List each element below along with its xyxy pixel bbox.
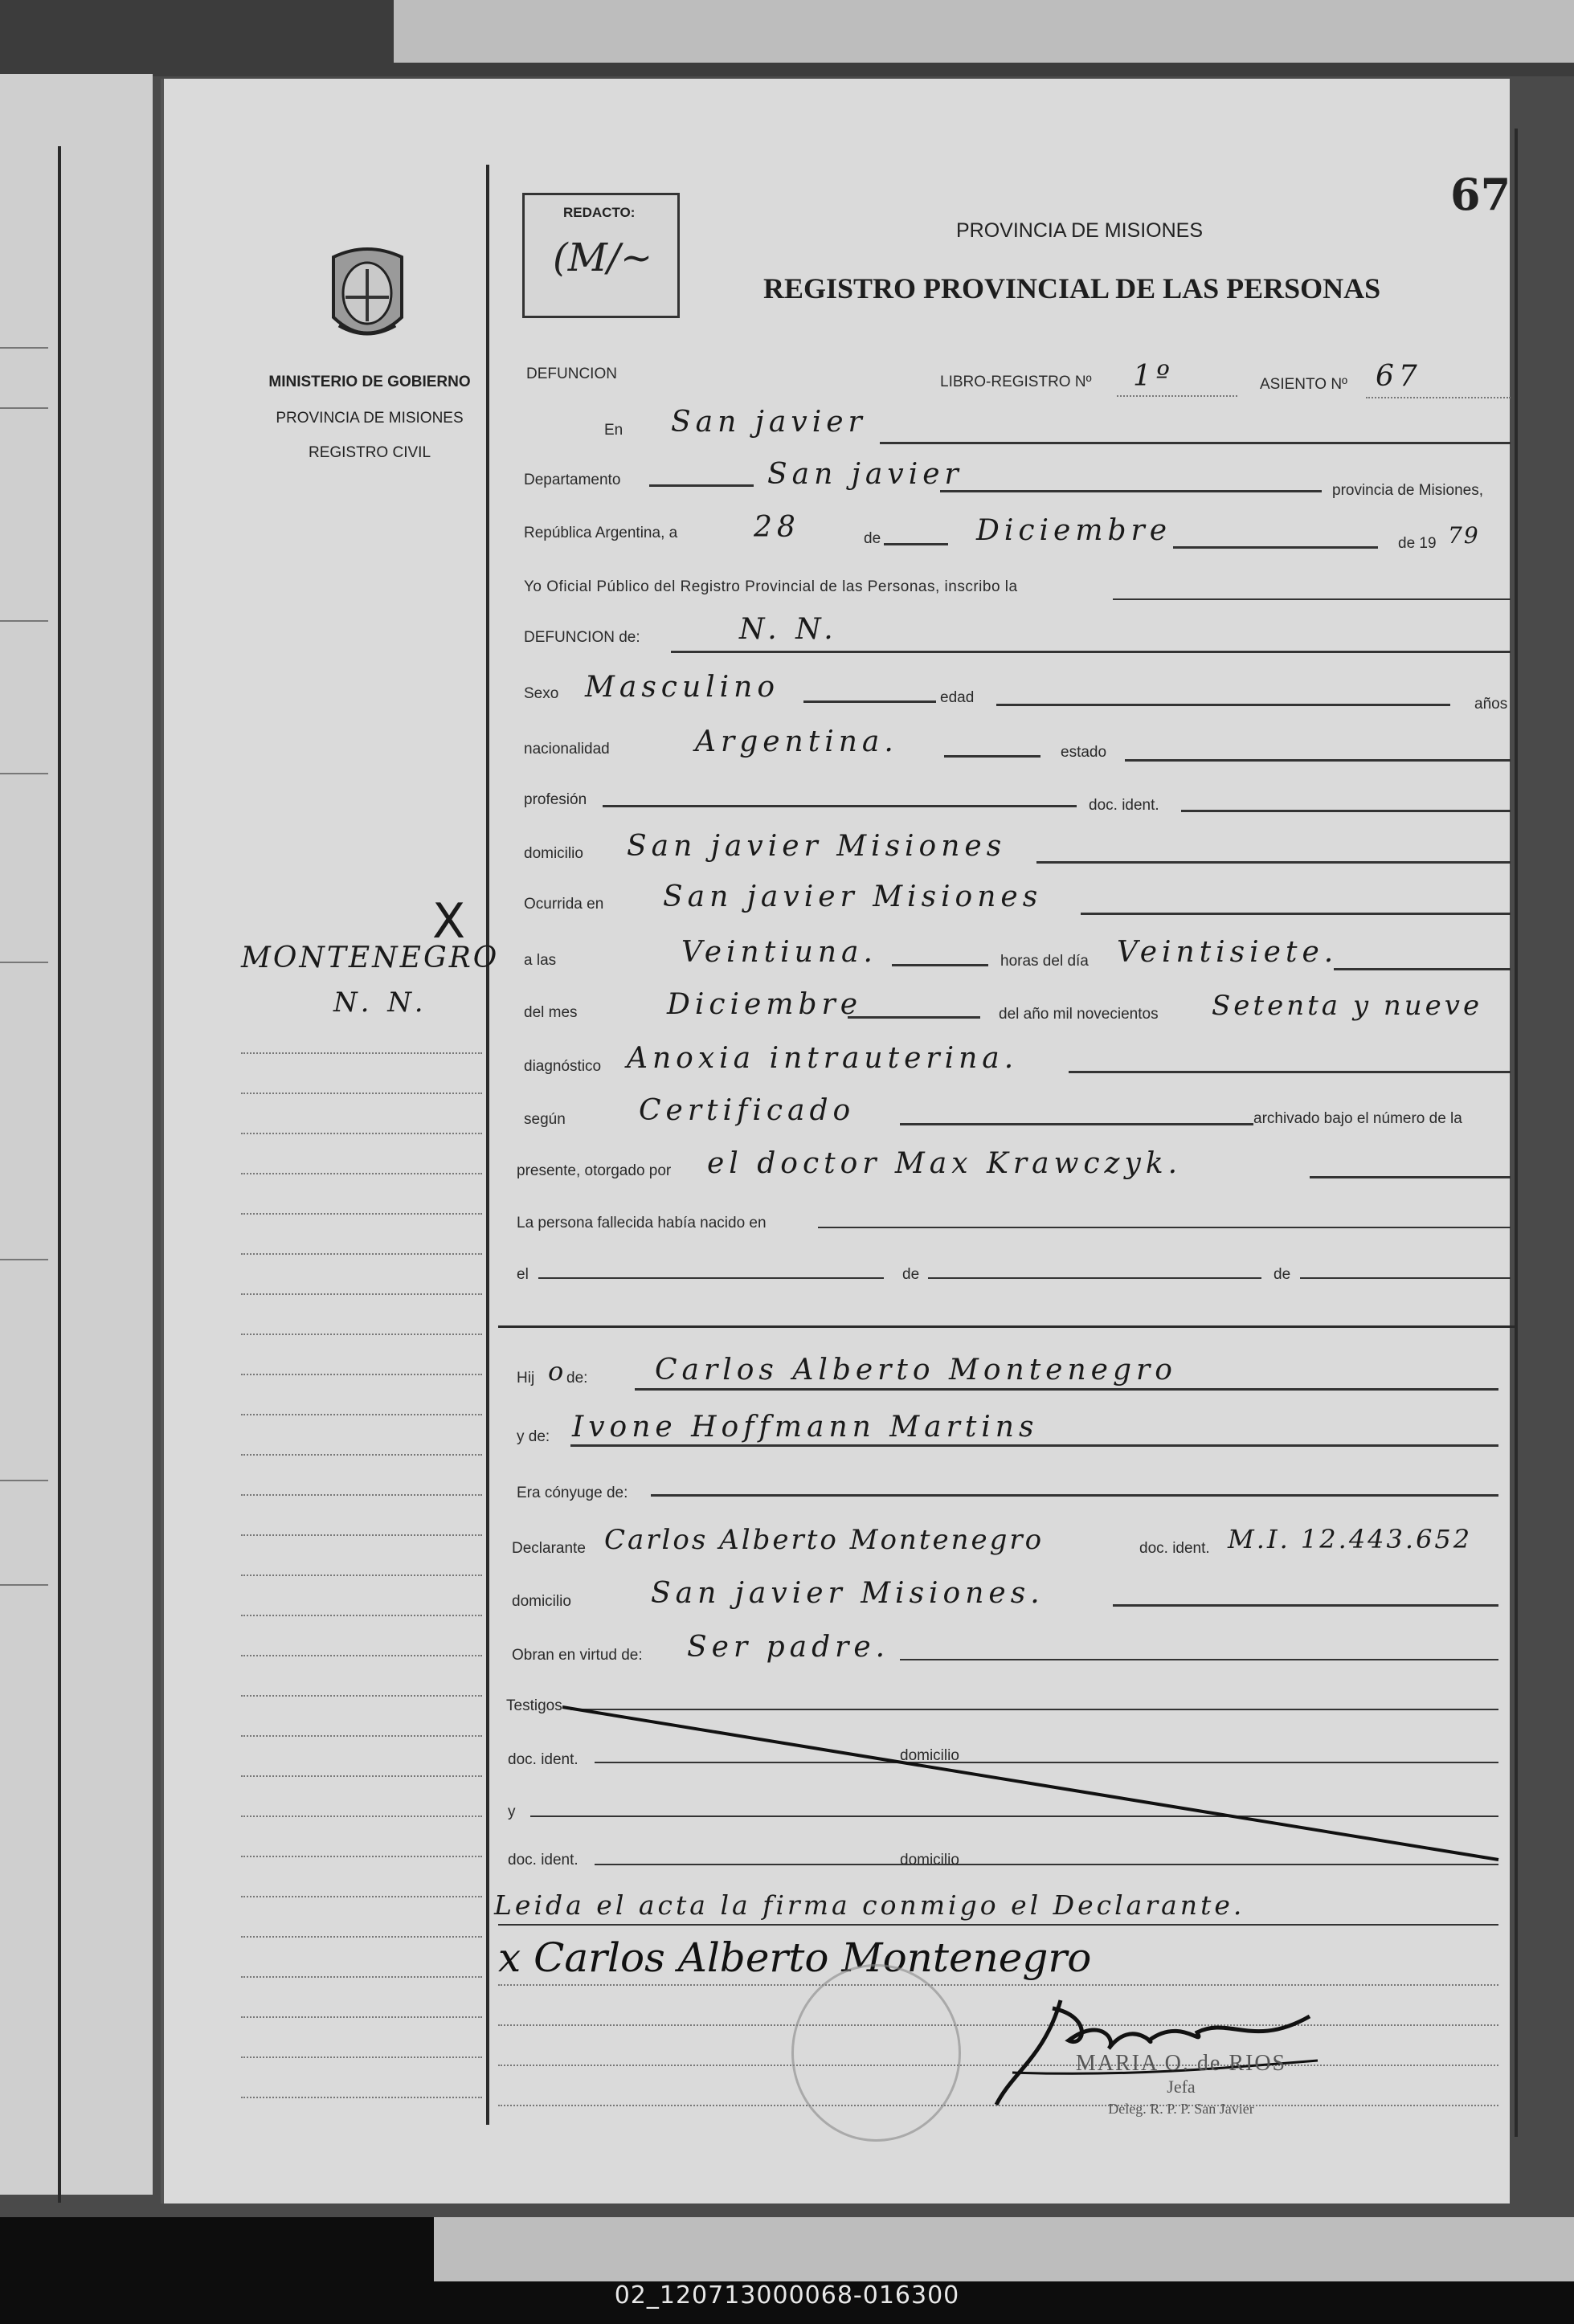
madre-value: Ivone Hoffmann Martins <box>572 1411 1039 1444</box>
ministry-line-2: PROVINCIA DE MISIONES <box>276 410 464 427</box>
page-number: 67 <box>1450 169 1511 220</box>
segun-value: Certificado <box>639 1094 856 1127</box>
y-de-label: y de: <box>517 1428 550 1445</box>
edad-label: edad <box>940 689 975 706</box>
presente-label: presente, otorgado por <box>517 1162 672 1179</box>
leida-statement: Leida el acta la firma conmigo el Declarante. <box>494 1889 1245 1921</box>
el-label: el <box>517 1266 529 1283</box>
anio-value: 79 <box>1448 522 1480 549</box>
diagnostico-label: diagnóstico <box>524 1058 602 1075</box>
en-value: San javier <box>671 406 867 439</box>
header-registry-title: REGISTRO PROVINCIAL DE LAS PERSONAS <box>763 272 1381 304</box>
asiento-value: 67 <box>1376 360 1422 393</box>
sexo-value: Masculino <box>585 671 780 704</box>
del-mes-value: Diciembre <box>667 988 863 1021</box>
header-province: PROVINCIA DE MISIONES <box>956 219 1204 242</box>
official-name: MARIA O. de RIOS <box>1075 2051 1287 2076</box>
official-role: Jefa <box>1167 2077 1196 2097</box>
decl-dom-label: domicilio <box>512 1593 571 1610</box>
leida-line <box>498 1924 1498 1926</box>
de-label: de <box>864 530 881 547</box>
defuncion-title: DEFUNCION <box>526 366 617 382</box>
archivado-label: archivado bajo el número de la <box>1253 1110 1462 1127</box>
asiento-label: ASIENTO Nº <box>1260 376 1347 393</box>
margin-given-name: N. N. <box>333 986 428 1019</box>
redacto-initials: (M/~ <box>553 235 653 280</box>
testigo-y: y <box>508 1803 516 1820</box>
nacido-label: La persona fallecida había nacido en <box>517 1215 767 1231</box>
profesion-label: profesión <box>524 791 587 808</box>
hijo-de-label: de: <box>566 1370 588 1387</box>
conyuge-label: Era cónyuge de: <box>517 1485 628 1501</box>
domicilio-label: domicilio <box>524 845 583 862</box>
padre-value: Carlos Alberto Montenegro <box>655 1354 1177 1387</box>
en-label: En <box>604 422 623 439</box>
del-anio-label: del año mil novecientos <box>999 1006 1159 1023</box>
a-las-value: Veintiuna. <box>681 936 877 969</box>
de-a-label: de <box>902 1266 920 1283</box>
nacionalidad-value: Argentina. <box>695 725 898 758</box>
diagnostico-value: Anoxia intrauterina. <box>627 1042 1019 1075</box>
decl-doc-label: doc. ident. <box>1139 1540 1210 1557</box>
sexo-label: Sexo <box>524 685 559 702</box>
testigos-label: Testigos <box>506 1697 562 1714</box>
nacionalidad-label: nacionalidad <box>524 741 610 758</box>
testigo-doc-2: doc. ident. <box>508 1852 578 1869</box>
margin-surname: MONTENEGRO <box>241 941 500 974</box>
yo-oficial-text: Yo Oficial Público del Registro Provincial de las Personas, inscribo la <box>524 578 1018 595</box>
republica-label: República Argentina, a <box>524 525 678 541</box>
image-caption: 02_120713000068-016300 <box>614 2281 960 2310</box>
decl-dom-value: San javier Misiones. <box>651 1577 1045 1610</box>
ministry-line-1: MINISTERIO DE GOBIERNO <box>268 374 471 390</box>
a-las-label: a las <box>524 952 557 969</box>
ocurrida-value: San javier Misiones <box>663 880 1043 913</box>
obran-value: Ser padre. <box>687 1631 890 1664</box>
provincia-label: provincia de Misiones, <box>1332 482 1483 499</box>
testigo-dom-1: domicilio <box>900 1747 959 1764</box>
defuncion-de-value: N. N. <box>739 613 838 646</box>
del-mes-label: del mes <box>524 1004 578 1021</box>
estado-label: estado <box>1061 744 1107 761</box>
hijo-label: Hij <box>517 1370 535 1387</box>
departamento-value: San javier <box>767 458 963 491</box>
testigo-dom-2: domicilio <box>900 1852 959 1869</box>
de-b-label: de <box>1274 1266 1291 1283</box>
redacto-label: REDACTO: <box>563 205 636 220</box>
departamento-label: Departamento <box>524 472 621 488</box>
domicilio-value: San javier Misiones <box>627 830 1007 863</box>
official-office: Deleg. R. P. P. San Javier <box>1108 2101 1254 2117</box>
presente-value: el doctor Max Krawczyk. <box>707 1147 1183 1180</box>
segun-label: según <box>524 1111 566 1128</box>
obran-label: Obran en virtud de: <box>512 1647 643 1664</box>
hijo-suffix: o <box>548 1356 569 1387</box>
declarant-signature: x Carlos Alberto Montenegro <box>498 1934 1092 1981</box>
dia-value: 28 <box>754 511 800 544</box>
libro-label: LIBRO-REGISTRO Nº <box>940 374 1092 390</box>
declarante-label: Declarante <box>512 1540 586 1557</box>
ministry-line-3: REGISTRO CIVIL <box>308 444 431 461</box>
margin-mark: X <box>432 893 466 950</box>
libro-value: 1º <box>1133 360 1175 393</box>
official-seal-stamp <box>791 1964 961 2142</box>
ocurrida-label: Ocurrida en <box>524 896 604 913</box>
testigo-doc-1: doc. ident. <box>508 1751 578 1768</box>
horas-label: horas del día <box>1000 953 1089 970</box>
decl-doc-value: M.I. 12.443.652 <box>1228 1524 1473 1554</box>
defuncion-de-label: DEFUNCION de: <box>524 629 640 646</box>
mes-value: Diciembre <box>976 514 1172 547</box>
del-anio-value: Setenta y nueve <box>1212 990 1483 1022</box>
anios-label: años <box>1474 696 1508 713</box>
horas-value: Veintisiete. <box>1117 936 1339 969</box>
de-anio-label: de 19 <box>1398 535 1437 552</box>
doc-ident-label: doc. ident. <box>1089 797 1159 814</box>
declarante-value: Carlos Alberto Montenegro <box>604 1524 1045 1556</box>
